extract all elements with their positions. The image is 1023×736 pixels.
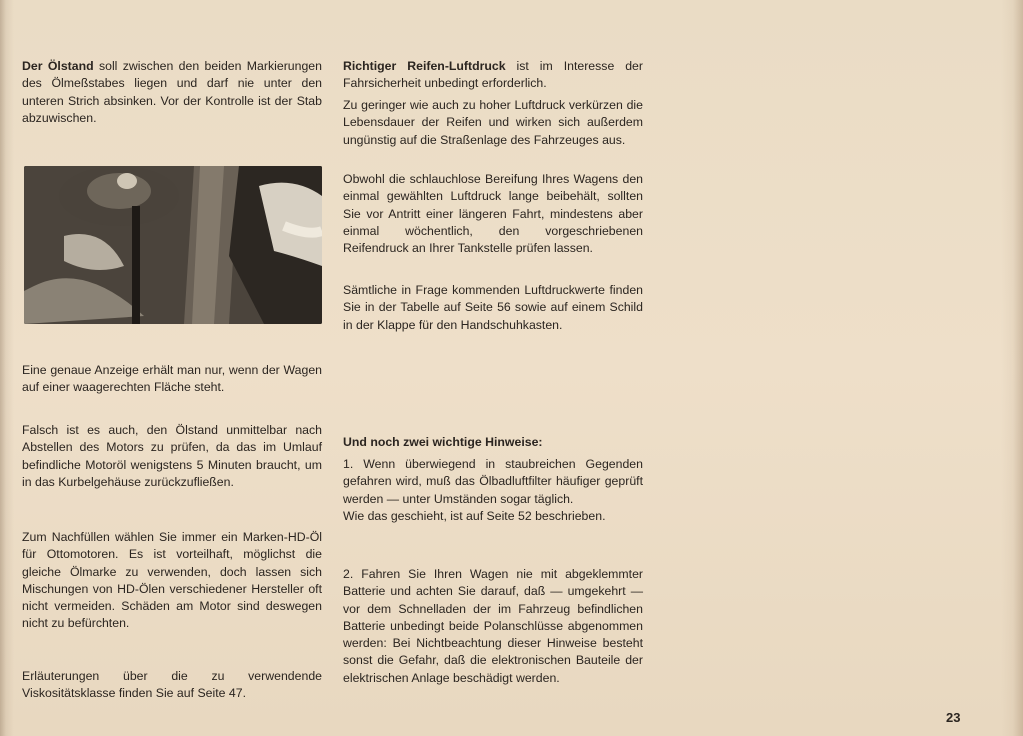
- hint-2: 2. Fahren Sie Ihren Wagen nie mit abgeklemmter Batterie und achten Sie darauf, daß — umgekehrt — vor dem Schnelladen der im Fahrzeug befindlichen Batterie unbedingt beide Polanschlüsse abgenommen werden: Bei Nichtbeachtung dieser Hinweise besteht sonst die Gefahr, daß die elektronischen Bauteile der elektrischen Anlage beschädigt werden.: [343, 567, 643, 685]
- tire-pressure-heading: Richtiger Reifen-Luftdruck: [343, 59, 506, 73]
- viscosity-note: Erläuterungen über die zu verwendende Viskositätsklasse finden Sie auf Seite 47.: [22, 669, 322, 701]
- tire-pressure-values: Sämtliche in Frage kommenden Luftdruckwerte finden Sie in der Tabelle auf Seite 56 sowie auf einem Schild in der Klappe für den Handschuhkasten.: [343, 283, 643, 332]
- engine-dipstick-photo: [24, 166, 322, 324]
- page-number: 23: [946, 710, 961, 725]
- oil-refill-note: Zum Nachfüllen wählen Sie immer ein Marken-HD-Öl für Ottomotoren. Es ist vorteilhaft, möglichst die gleiche Ölmarke zu verwenden, doch lassen sich Mischungen von HD-Ölen verschiedener Hersteller oft nicht vermeiden. Schäden am Motor sind deswegen nicht zu befürchten.: [22, 530, 322, 631]
- oil-level-level-note: Eine genaue Anzeige erhält man nur, wenn der Wagen auf einer waagerechten Fläche steht.: [22, 363, 322, 395]
- hints-heading: Und noch zwei wichtige Hinweise:: [343, 435, 543, 449]
- tire-pressure-effects: Zu geringer wie auch zu hoher Luftdruck verkürzen die Lebensdauer der Reifen und wirken sich außerdem ungünstig auf die Straßenlage des Fahrzeuges aus.: [343, 98, 643, 147]
- hint-1: 1. Wenn überwiegend in staubreichen Gegenden gefahren wird, muß das Ölbadluftfilter häufiger geprüft werden — unter Umständen sogar täglich. Wie das geschieht, ist auf Seite 52 beschrieben.: [343, 457, 643, 523]
- oil-level-intro: Der Ölstand soll zwischen den beiden Markierungen des Ölmeßstabes liegen und darf nie unter den unteren Strich absinken. Vor der Kontrolle ist der Stab abzuwischen.: [22, 59, 322, 125]
- oil-level-heading: Der Ölstand: [22, 59, 94, 73]
- tire-pressure-intro: Richtiger Reifen-Luftdruck ist im Interesse der Fahrsicherheit unbedingt erforderlich.: [343, 59, 643, 91]
- tire-pressure-check: Obwohl die schlauchlose Bereifung Ihres Wagens den einmal gewählten Luftdruck lange beibehält, sollten Sie vor Antritt einer längeren Fahrt, mindestens aber einmal wöchentlich, den vorgeschriebenen Reifendruck an Ihrer Tankstelle prüfen lassen.: [343, 172, 643, 256]
- oil-level-warning: Falsch ist es auch, den Ölstand unmittelbar nach Abstellen des Motors zu prüfen, da das im Umlauf befindliche Motoröl wenigstens 5 Minuten braucht, um in das Kurbelgehäuse zurückzufließen.: [22, 423, 322, 489]
